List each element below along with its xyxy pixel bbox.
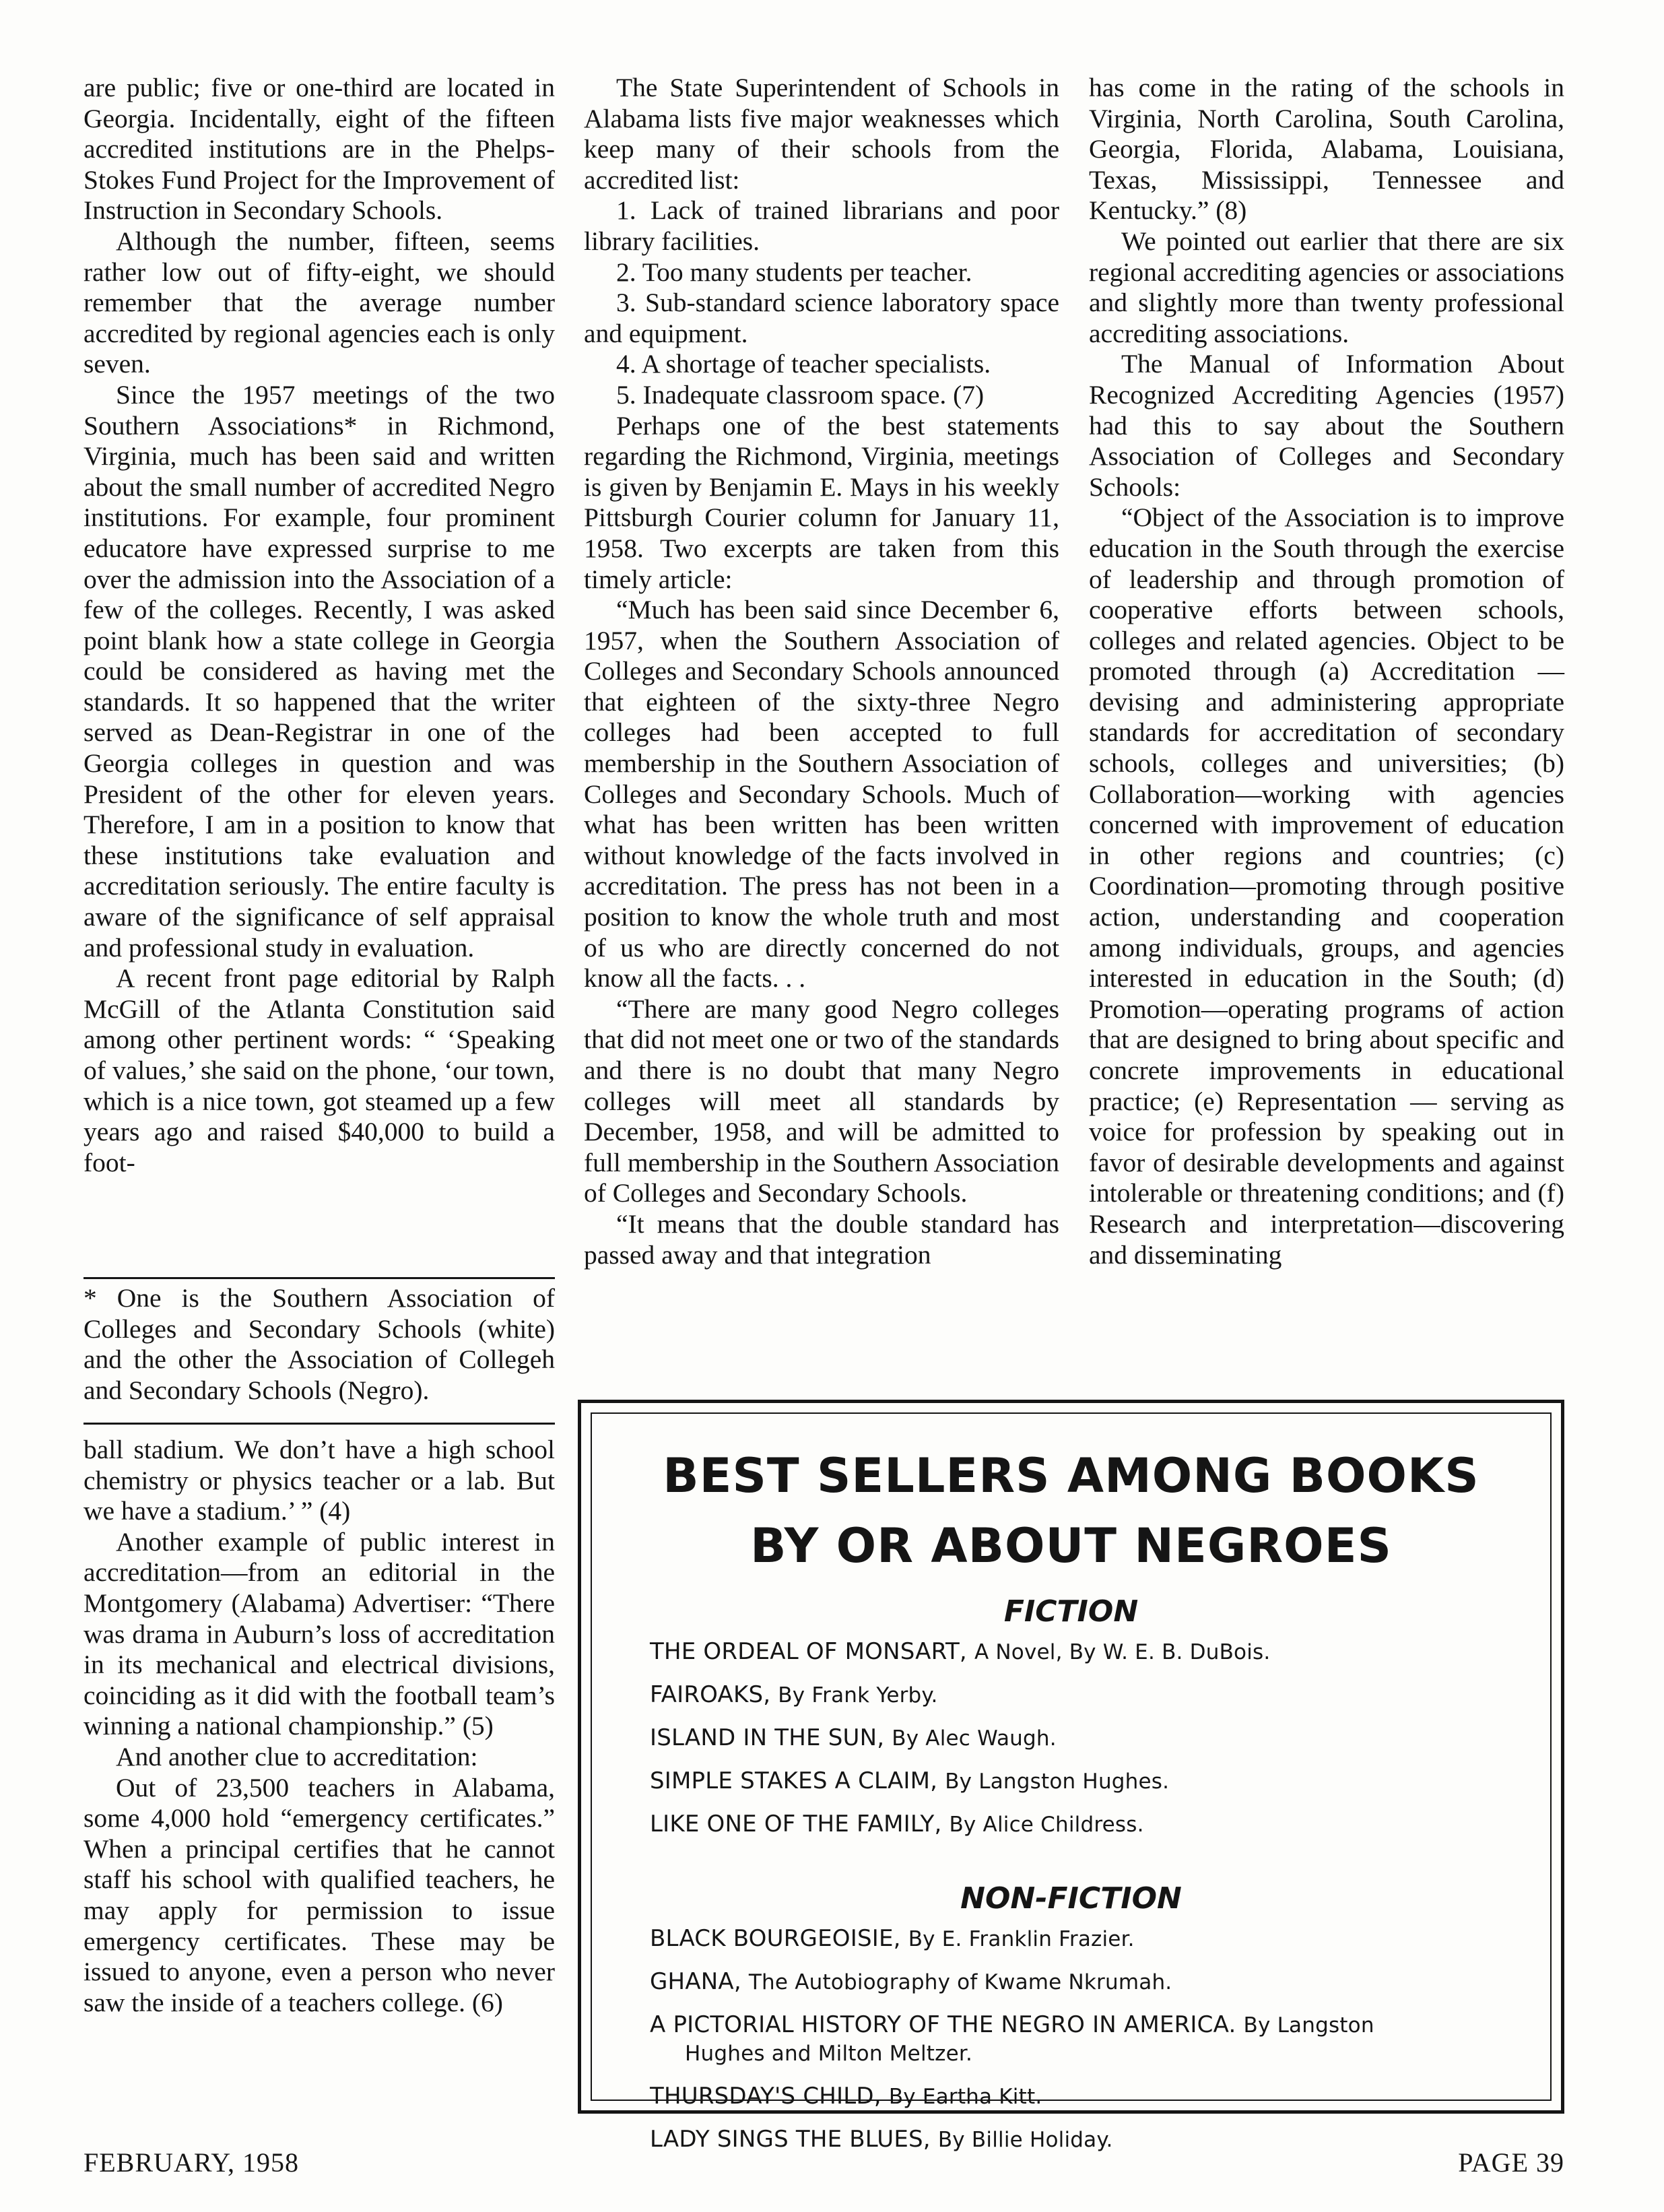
paragraph: Out of 23,500 teachers in Alabama, some 4,000 hold “emergency certificates.” When a principal certifies that he cannot staff his school with qualified teachers, he may apply for permission to issue emergency certificates. These may be issued to anyone, even a person who never saw the inside of a teachers college. (6): [84, 1772, 555, 2017]
paragraph: “Much has been said since December 6, 1957, when the Southern Association of Colleges and Secondary Schools announced that eighteen of the sixty-three Negro colleges had been accepted to full membership in the Southern Association of Colleges and Secondary Schools. Much of what has been written has been written without knowledge of the facts involved in accreditation. The press has not been in a position to know the whole truth and most of us who are directly concerned do not know all the facts. . .: [584, 595, 1059, 994]
paragraph: “Object of the Association is to improve education in the South through the exercise of leadership and through promotion of cooperative efforts between schools, colleges and related agencies. Object to be promoted through (a) Accreditation — devising and administering appropriate standards for accreditation of secondary schools, colleges and universities; (b) Collaboration—working with agencies concerned with improvement of education in other regions and countries; (c) Coordination—promoting through positive action, understanding and cooperation among individuals, groups, and agencies interested in education in the South; (d) Promotion—operating programs of action that are designed to bring about specific and concrete improvements in educational practice; (e) Representation — serving as voice for profession by speaking out in favor of desirable developments and against intolerable or threatening conditions; and (f) Research and interpretation—discovering and disseminating: [1089, 502, 1564, 1270]
column-1: [84, 73, 555, 1178]
footnote-text: * One is the Southern Association of Colleges and Secondary Schools (white) and the other the Association of Collegeh and Secondary Schools (Negro).: [84, 1283, 555, 1405]
footnote-rule-bottom: [84, 1423, 555, 1425]
book-author: By Langston: [1243, 2013, 1374, 2038]
book-author: By Langston Hughes.: [945, 1769, 1170, 1794]
fiction-heading: FICTION: [1003, 1594, 1139, 1629]
book-title: THE ORDEAL OF MONSART,: [650, 1638, 967, 1665]
book-author: By Eartha Kitt.: [888, 2085, 1042, 2109]
paragraph: A recent front page editorial by Ralph McGill of the Atlanta Constitution said among other pertinent words: “ ‘Speaking of values,’ she said on the phone, ‘our town, which is a nice town, got steamed up a few years ago and raised $40,000 to build a foot-: [84, 963, 555, 1177]
box-title-line-1: BEST SELLERS AMONG BOOKS: [663, 1448, 1479, 1503]
paragraph: 1. Lack of trained librarians and poor library facilities.: [584, 195, 1059, 256]
book-title: LIKE ONE OF THE FAMILY,: [650, 1811, 942, 1837]
column-2: [584, 73, 1059, 1270]
footnote: [84, 1283, 555, 1406]
paragraph: are public; five or one-third are located in Georgia. Incidentally, eight of the fifteen accredited institutions are in the Phelps-Stokes Fund Project for the Improvement of Instruction in Secondary Schools.: [84, 73, 555, 226]
book-entry: [650, 2082, 1523, 2111]
nonfiction-heading: NON-FICTION: [960, 1881, 1182, 1916]
paragraph: has come in the rating of the schools in Virginia, North Carolina, South Carolina, Georgia, Florida, Alabama, Louisiana, Texas, Mississippi, Tennessee and Kentucky.” (8): [1089, 73, 1564, 226]
paragraph: 4. A shortage of teacher specialists.: [616, 349, 991, 379]
paragraph: “There are many good Negro colleges that did not meet one or two of the standards and there is no doubt that many Negro colleges will meet all standards by December, 1958, and will be admitted to full membership in the Southern Association of Colleges and Secondary Schools.: [584, 994, 1059, 1208]
book-author: By Alice Childress.: [949, 1813, 1144, 1837]
book-entry: [650, 1924, 1523, 1953]
book-title: A PICTORIAL HISTORY OF THE NEGRO IN AMERICA.: [650, 2011, 1236, 2038]
column-3: [1089, 73, 1564, 1270]
book-title: GHANA,: [650, 1968, 741, 1995]
book-author: The Autobiography of Kwame Nkrumah.: [748, 1970, 1172, 1994]
footer-date: FEBRUARY, 1958: [84, 2147, 300, 2178]
book-title: BLACK BOURGEOISIE,: [650, 1925, 901, 1952]
footer-page-number: PAGE 39: [1458, 2147, 1564, 2178]
book-title: ISLAND IN THE SUN,: [650, 1724, 885, 1751]
paragraph: ball stadium. We don’t have a high school chemistry or physics teacher or a lab. But we have a stadium.’ ” (4): [84, 1435, 555, 1526]
book-author: A Novel, By W. E. B. DuBois.: [974, 1640, 1271, 1664]
book-entry: [650, 2011, 1523, 2068]
book-author-continued: Hughes and Milton Meltzer.: [685, 2042, 973, 2066]
book-author: By E. Franklin Frazier.: [908, 1927, 1135, 1951]
paragraph: And another clue to accreditation:: [116, 1741, 478, 1771]
best-sellers-box: [578, 1400, 1564, 2153]
paragraph: “It means that the double standard has passed away and that integration: [584, 1208, 1059, 1270]
book-entry: [650, 1967, 1523, 1996]
book-title: SIMPLE STAKES A CLAIM,: [650, 1767, 938, 1794]
paragraph: Since the 1957 meetings of the two Southern Associations* in Richmond, Virginia, much has been said and written about the small number of accredited Negro institutions. For example, four prominent educatore have expressed surprise to me over the admission into the Association of a few of the colleges. Recently, I was asked point blank how a state college in Georgia could be considered as having met the standards. It so happened that the writer served as Dean-Registrar in one of the Georgia colleges in question and was President of the other for eleven years. Therefore, I am in a position to know that these institutions take evaluation and accreditation seriously. The entire faculty is aware of the significance of self appraisal and professional study in evaluation.: [84, 379, 555, 963]
book-author: By Alec Waugh.: [892, 1726, 1057, 1751]
book-entry: [650, 1767, 1523, 1796]
book-entry: [650, 1810, 1523, 1839]
footnote-rule: [84, 1277, 555, 1279]
paragraph: 5. Inadequate classroom space. (7): [616, 379, 985, 410]
book-entry: [650, 1724, 1523, 1753]
paragraph: Another example of public interest in accreditation—from an editorial in the Montgomery (Alabama) Advertiser: “There was drama in Auburn’s loss of accreditation in its mechanical and electrical divisions, coinciding as it did with the football team’s winning a national championship.” (5): [84, 1526, 555, 1741]
book-entry: [650, 1637, 1523, 1666]
best-sellers-inner-border: [591, 1412, 1552, 2153]
book-title: LADY SINGS THE BLUES,: [650, 2126, 931, 2153]
paragraph: Although the number, fifteen, seems rather low out of fifty-eight, we should remember that the average number accredited by regional agencies each is only seven.: [84, 226, 555, 379]
book-entry: [650, 1681, 1523, 1710]
paragraph: 2. Too many students per teacher.: [616, 257, 972, 287]
book-title: FAIROAKS,: [650, 1681, 771, 1708]
column-1-continued: [84, 1435, 555, 2018]
paragraph: The State Superintendent of Schools in Alabama lists five major weaknesses which keep many of their schools from the accredited list:: [584, 73, 1059, 195]
paragraph: Perhaps one of the best statements regarding the Richmond, Virginia, meetings is given by Benjamin E. Mays in his weekly Pittsburgh Courier column for January 11, 1958. Two excerpts are taken from this timely article:: [584, 410, 1059, 594]
box-title-line-2: BY OR ABOUT NEGROES: [750, 1518, 1392, 1573]
paragraph: The Manual of Information About Recognized Accrediting Agencies (1957) had this to say about the Southern Association of Colleges and Secondary Schools:: [1089, 349, 1564, 502]
book-author: By Billie Holiday.: [937, 2128, 1113, 2152]
paragraph: 3. Sub-standard science laboratory space and equipment.: [584, 288, 1059, 348]
book-entry: [650, 2125, 1523, 2154]
book-author: By Frank Yerby.: [778, 1683, 938, 1707]
paragraph: We pointed out earlier that there are six regional accrediting agencies or associations and slightly more than twenty professional accrediting associations.: [1089, 226, 1564, 348]
book-title: THURSDAY'S CHILD,: [650, 2083, 881, 2110]
